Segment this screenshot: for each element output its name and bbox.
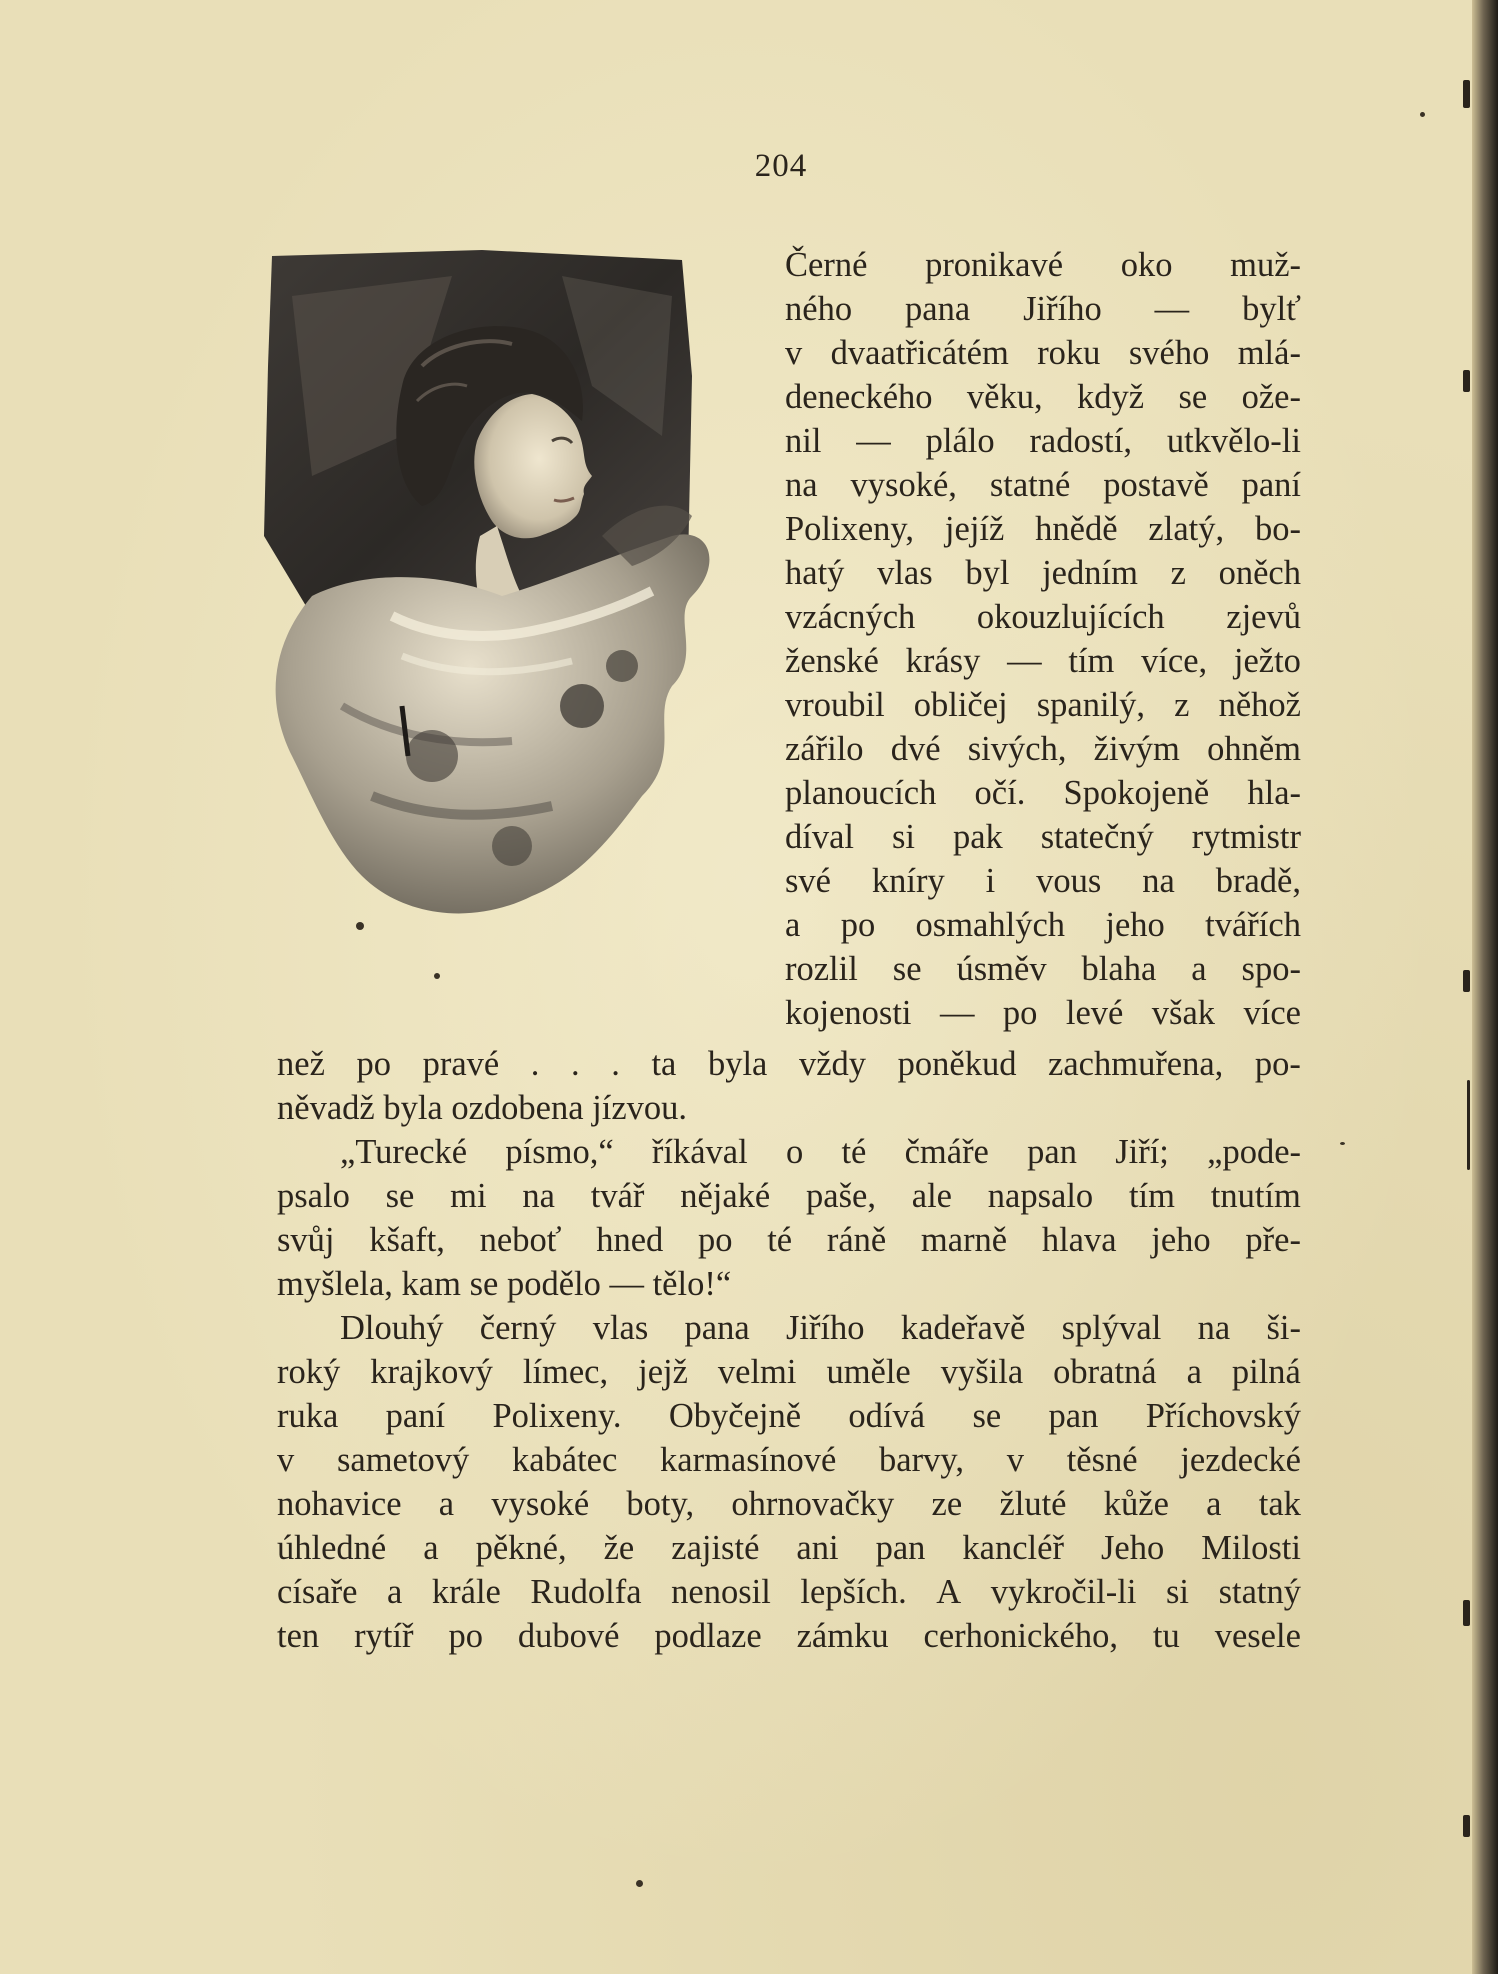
word: zářilo (785, 730, 864, 768)
word: vyšila (940, 1353, 1024, 1391)
word: pak (952, 818, 1003, 856)
word: vlas (592, 1309, 649, 1347)
word: žluté (999, 1485, 1067, 1523)
text-line (785, 815, 1301, 859)
word: ježto (1233, 642, 1301, 680)
word: a (423, 1529, 439, 1567)
word: i (985, 862, 996, 900)
text-line (785, 595, 1301, 639)
word: mlá- (1237, 334, 1301, 372)
text-line: myšlela, kam se podělo — tělo!“ (277, 1265, 732, 1303)
word: oněch (1218, 554, 1301, 592)
word: vysoké (491, 1485, 590, 1523)
word: vzácných (785, 598, 916, 636)
word: po- (1254, 1045, 1301, 1083)
word: ráně (826, 1221, 887, 1259)
word: krále (431, 1573, 501, 1611)
word: roký (277, 1353, 341, 1391)
word: ani (796, 1529, 839, 1567)
word: zajisté (671, 1529, 760, 1567)
word: Polixeny. (492, 1397, 622, 1435)
word: statečný (1040, 818, 1154, 856)
word: se (385, 1177, 415, 1215)
text-line (340, 1306, 1301, 1350)
word: ale (911, 1177, 952, 1215)
word: věku, (966, 378, 1043, 416)
word: té (841, 1133, 867, 1171)
word: napsalo (987, 1177, 1094, 1215)
word: Jeho (1100, 1529, 1165, 1567)
paper-speck (1340, 1142, 1345, 1145)
word: . (611, 1045, 620, 1083)
word: jejž (638, 1353, 688, 1391)
word: ten (277, 1617, 320, 1655)
word: vroubil (785, 686, 885, 724)
word: vysoké, (850, 466, 957, 504)
word: . (530, 1045, 540, 1083)
word: límec, (522, 1353, 609, 1391)
word: nil (785, 422, 822, 460)
word: Příchovský (1145, 1397, 1301, 1435)
word: pravé (422, 1045, 500, 1083)
word: hnědě (1035, 510, 1118, 548)
word: statné (989, 466, 1071, 504)
word: radostí, (1029, 422, 1132, 460)
word: té (767, 1221, 793, 1259)
word: pana (684, 1309, 750, 1347)
word: Černé (785, 246, 868, 284)
text-line: něvadž byla ozdobena jízvou. (277, 1089, 688, 1127)
text-line (785, 683, 1301, 727)
word: jeho (1151, 1221, 1211, 1259)
word: úsměv (956, 950, 1047, 988)
word: muž- (1230, 246, 1301, 284)
text-line (785, 903, 1301, 947)
word: pan (1048, 1397, 1099, 1435)
word: vždy (798, 1045, 867, 1083)
word: „Turecké (340, 1133, 468, 1171)
word: tvářích (1205, 906, 1301, 944)
word: živým (1093, 730, 1180, 768)
word: planoucích (785, 774, 937, 812)
word: těsné (1066, 1441, 1138, 1479)
word: postavě (1103, 466, 1209, 504)
edge-mark (1463, 1600, 1470, 1626)
word: pěkné, (475, 1529, 567, 1567)
word: vous (1036, 862, 1102, 900)
portrait-illustration (252, 236, 762, 996)
word: jedním (1042, 554, 1138, 592)
word: vykročil-li (990, 1573, 1137, 1611)
word: v (785, 334, 803, 372)
word: své (785, 862, 831, 900)
word: krajkový (370, 1353, 493, 1391)
word: boty, (626, 1485, 695, 1523)
word: Jiřího (785, 1309, 865, 1347)
word: bo- (1254, 510, 1301, 548)
word: ženské (785, 642, 879, 680)
word: kůže (1103, 1485, 1169, 1523)
word: jejíž (944, 510, 1005, 548)
word: pan (1027, 1133, 1077, 1171)
word: kabátec (511, 1441, 618, 1479)
word: kadeřavě (900, 1309, 1026, 1347)
word: se (892, 950, 922, 988)
text-line (785, 771, 1301, 815)
word: tu (1152, 1617, 1180, 1655)
word: říkával (651, 1133, 748, 1171)
word: zlatý, (1148, 510, 1225, 548)
word: — (856, 422, 891, 460)
word: v (277, 1441, 295, 1479)
word: hla- (1247, 774, 1301, 812)
text-line (277, 1482, 1301, 1526)
word: pilná (1231, 1353, 1301, 1391)
word: Spokojeně (1063, 774, 1210, 812)
word: ohněm (1207, 730, 1301, 768)
word: nějaké (680, 1177, 771, 1215)
word: rytmistr (1191, 818, 1301, 856)
word: zjevů (1226, 598, 1301, 636)
word: pře- (1245, 1221, 1301, 1259)
edge-mark (1463, 1815, 1470, 1837)
word: poněkud (897, 1045, 1017, 1083)
word: po (840, 906, 876, 944)
word: tnutím (1210, 1177, 1301, 1215)
text-line (277, 1570, 1301, 1614)
word: na (522, 1177, 555, 1215)
word: okouzlujících (976, 598, 1165, 636)
word: Jiřího (1023, 290, 1102, 328)
text-line (277, 1350, 1301, 1394)
word: jeho (1105, 906, 1165, 944)
word: že (603, 1529, 635, 1567)
word: a (1191, 950, 1207, 988)
word: hned (596, 1221, 664, 1259)
word: barvy, (879, 1441, 964, 1479)
word: kojenosti (785, 994, 912, 1032)
word: z (1170, 554, 1186, 592)
word: a (1186, 1353, 1202, 1391)
word: ze (931, 1485, 963, 1523)
word: vesele (1214, 1617, 1301, 1655)
word: mi (450, 1177, 487, 1215)
text-line (277, 1174, 1301, 1218)
word: Milosti (1201, 1529, 1301, 1567)
word: byla (707, 1045, 768, 1083)
word: byl (965, 554, 1010, 592)
word: ta (651, 1045, 677, 1083)
word: černý (479, 1309, 557, 1347)
paper-speck (1420, 112, 1425, 117)
text-line (785, 859, 1301, 903)
text-line (277, 1526, 1301, 1570)
word: velmi (717, 1353, 797, 1391)
word: očí. (974, 774, 1026, 812)
text-line (785, 947, 1301, 991)
word: svého (1128, 334, 1210, 372)
word: karmasínové (660, 1441, 837, 1479)
word: statný (1218, 1573, 1301, 1611)
text-line (785, 991, 1301, 1035)
word: tím (1128, 1177, 1175, 1215)
word: spo- (1241, 950, 1301, 988)
word: pan (875, 1529, 926, 1567)
word: osmahlých (915, 906, 1066, 944)
word: paní (385, 1397, 446, 1435)
word: čmáře (904, 1133, 989, 1171)
word: hlava (1041, 1221, 1117, 1259)
word: cerhonického, (923, 1617, 1118, 1655)
word: zámku (796, 1617, 889, 1655)
word: A (936, 1573, 962, 1611)
word: — (1154, 290, 1190, 328)
word: když (1077, 378, 1145, 416)
text-line (785, 727, 1301, 771)
word: zachmuřena, (1048, 1045, 1224, 1083)
text-line (277, 1614, 1301, 1658)
word: bradě, (1215, 862, 1301, 900)
word: císaře (277, 1573, 358, 1611)
word: rytíř (354, 1617, 414, 1655)
page-edge-shadow (1472, 0, 1498, 1974)
word: úhledné (277, 1529, 387, 1567)
word: Obyčejně (668, 1397, 802, 1435)
word: něhož (1218, 686, 1301, 724)
word: krásy (905, 642, 981, 680)
word: kancléř (962, 1529, 1064, 1567)
word: nohavice (277, 1485, 402, 1523)
word: ože- (1241, 378, 1301, 416)
edge-mark (1463, 970, 1470, 992)
word: více, (1141, 642, 1208, 680)
word: se (972, 1397, 1002, 1435)
text-line (340, 1130, 1301, 1174)
edge-mark (1463, 80, 1470, 108)
word: kníry (871, 862, 945, 900)
word: a (785, 906, 801, 944)
edge-mark (1467, 1080, 1470, 1170)
word: dubové (517, 1617, 620, 1655)
text-line (785, 287, 1301, 331)
edge-mark (1463, 370, 1470, 392)
word: tím (1068, 642, 1115, 680)
word: ného (785, 290, 853, 328)
word: obličej (913, 686, 1008, 724)
word: sivých, (967, 730, 1067, 768)
word: paní (1241, 466, 1301, 504)
word: ši- (1266, 1309, 1301, 1347)
text-line (785, 639, 1301, 683)
text-line (785, 551, 1301, 595)
word: si (891, 818, 915, 856)
text-line (277, 1438, 1301, 1482)
word: svůj (277, 1221, 335, 1259)
word: lepších. (800, 1573, 907, 1611)
text-line (277, 1042, 1301, 1086)
word: ruka (277, 1397, 339, 1435)
word: v (1006, 1441, 1024, 1479)
word: . (571, 1045, 580, 1083)
word: hatý (785, 554, 845, 592)
word: ohrnovačky (731, 1485, 895, 1523)
word: písmo,“ (505, 1133, 614, 1171)
word: a (1206, 1485, 1222, 1523)
word: spanilý, (1036, 686, 1146, 724)
word: rozlil (785, 950, 858, 988)
text-line (785, 331, 1301, 375)
word: blaha (1081, 950, 1157, 988)
word: Dlouhý (340, 1309, 444, 1347)
word: levé (1065, 994, 1124, 1032)
text-line (277, 1394, 1301, 1438)
text-line (785, 375, 1301, 419)
word: dvaatřicátém (830, 334, 1009, 372)
word: plálo (925, 422, 995, 460)
word: po (697, 1221, 733, 1259)
text-line (785, 463, 1301, 507)
word: díval (785, 818, 854, 856)
word: bylť (1242, 290, 1301, 328)
word: deneckého (785, 378, 933, 416)
page-number: 204 (754, 148, 808, 184)
word: Jiří; (1115, 1133, 1169, 1171)
word: se (1178, 378, 1208, 416)
word: o (785, 1133, 804, 1171)
word: pronikavé (925, 246, 1064, 284)
word: — (1007, 642, 1042, 680)
word: obratná (1053, 1353, 1157, 1391)
word: Rudolfa (530, 1573, 642, 1611)
word: dvé (890, 730, 941, 768)
word: utkvělo-li (1166, 422, 1301, 460)
word: po (448, 1617, 483, 1655)
word: z (1174, 686, 1190, 724)
word: paše, (806, 1177, 876, 1215)
word: na (1197, 1309, 1231, 1347)
text-line (785, 243, 1301, 287)
word: než (277, 1045, 325, 1083)
word: a (387, 1573, 403, 1611)
word: a (438, 1485, 455, 1523)
word: sametový (336, 1441, 470, 1479)
word: pana (905, 290, 971, 328)
word: psalo (277, 1177, 350, 1215)
word: uměle (826, 1353, 911, 1391)
word: kšaft, (369, 1221, 445, 1259)
word: Polixeny, (785, 510, 915, 548)
word: oko (1120, 246, 1173, 284)
word: podlaze (654, 1617, 762, 1655)
word: však (1151, 994, 1216, 1032)
word: více (1243, 994, 1301, 1032)
word: neboť (479, 1221, 562, 1259)
word: — (939, 994, 975, 1032)
word: marně (920, 1221, 1008, 1259)
word: vlas (877, 554, 933, 592)
word: splýval (1061, 1309, 1162, 1347)
word: jezdecké (1180, 1441, 1301, 1479)
word: po (356, 1045, 391, 1083)
word: tvář (590, 1177, 645, 1215)
word: tak (1258, 1485, 1301, 1523)
paper-speck (636, 1880, 643, 1887)
word: odívá (848, 1397, 926, 1435)
text-line (277, 1218, 1301, 1262)
text-line (785, 419, 1301, 463)
word: nenosil (671, 1573, 771, 1611)
text-line (785, 507, 1301, 551)
word: po (1002, 994, 1038, 1032)
word: si (1165, 1573, 1189, 1611)
word: roku (1037, 334, 1101, 372)
word: na (1142, 862, 1175, 900)
word: „pode- (1207, 1133, 1301, 1171)
word: na (785, 466, 818, 504)
